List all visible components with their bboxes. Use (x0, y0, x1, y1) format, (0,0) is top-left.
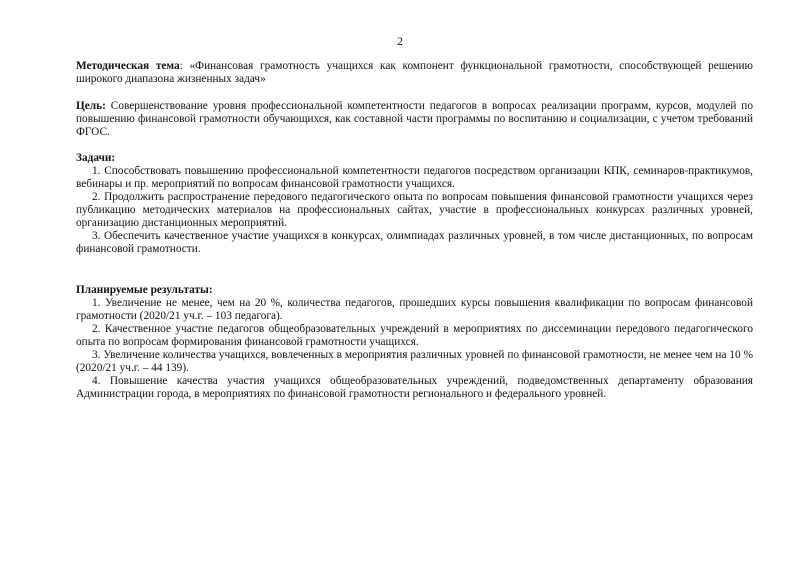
task-item: 3. Обеспечить качественное участие учащихся в конкурсах, олимпиадах различных уровней, в том числе дистанционных, по вопросам финансовой грамотности. (76, 230, 753, 255)
theme-text: : «Финансовая грамотность учащихся как компонент функциональной грамотности, способствующей решению широкого диапазона жизненных задач» (76, 60, 753, 85)
results-section (76, 284, 753, 401)
tasks-section (76, 152, 753, 256)
theme-label: Методическая тема (76, 60, 180, 72)
result-item: 3. Увеличение количества учащихся, вовлеченных в мероприятия различных уровней по финансовой грамотности, не менее чем на 10 % (2020/21 уч.г. – 44 139). (76, 349, 753, 374)
task-item: 1. Способствовать повышению профессиональной компетентности педагогов посредством организации КПК, семинаров-практикумов, вебинары и пр. мероприятий по вопросам финансовой грамотности учащихся. (76, 165, 753, 190)
page-number: 2 (397, 34, 403, 48)
goal-text: Совершенствование уровня профессиональной компетентности педагогов в вопросах реализации программ, курсов, модулей по повышению финансовой грамотности обучающихся, как составной части программы по воспитанию и социализации, с учетом требований ФГОС. (76, 100, 753, 138)
result-item: 4. Повышение качества участия учащихся общеобразовательных учреждений, подведомственных департаменту образования Администрации города, в мероприятиях по финансовой грамотности регионального и федерального уровней. (76, 375, 753, 400)
task-item: 2. Продолжить распространение передового педагогического опыта по вопросам повышения финансовой грамотности учащихся через публикацию методических материалов на профессиональных сайтах, участие в профессиональных конкурсах различных уровней, организацию дистанционных мероприятий. (76, 191, 753, 229)
methodical-theme (76, 60, 753, 86)
tasks-heading: Задачи: (76, 152, 116, 164)
result-item: 2. Качественное участие педагогов общеобразовательных учреждений в мероприятиях по диссеминации передового педагогического опыта по вопросам формирования финансовой грамотности учащихся. (76, 323, 753, 348)
results-heading: Планируемые результаты: (76, 284, 213, 296)
goal-label: Цель: (76, 100, 106, 112)
goal (76, 100, 753, 139)
result-item: 1. Увеличение не менее, чем на 20 %, количества педагогов, прошедших курсы повышения квалификации по вопросам финансовой грамотности (2020/21 уч.г. – 103 педагога). (76, 297, 753, 322)
